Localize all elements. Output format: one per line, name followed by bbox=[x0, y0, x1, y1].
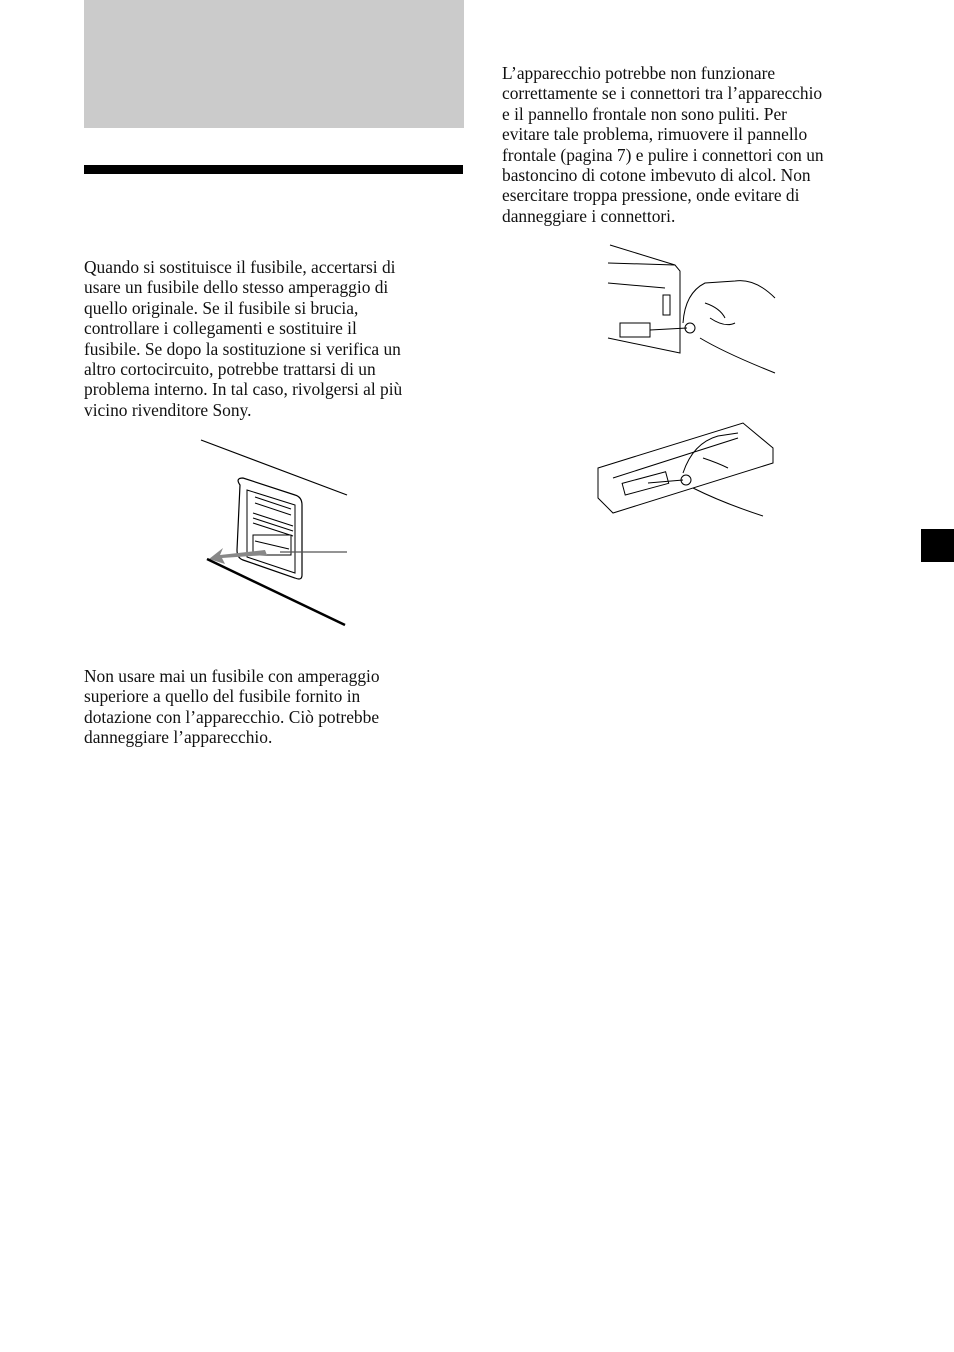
text-line: altro cortocircuito, potrebbe trattarsi di un bbox=[84, 358, 376, 379]
front-panel-connector-cleaning-illustration bbox=[593, 418, 788, 520]
text-line: e il pannello frontale non sono puliti. Per bbox=[502, 103, 787, 124]
text-line: vicino rivenditore Sony. bbox=[84, 399, 252, 420]
text-line: L’apparecchio potrebbe non funzionare bbox=[502, 63, 776, 83]
text-line: usare un fusibile dello stesso amperaggio di bbox=[84, 277, 389, 298]
text-line: superiore a quello del fusibile fornito in bbox=[84, 686, 361, 707]
heading-rule bbox=[84, 165, 463, 174]
text-line: problema interno. In tal caso, rivolgersi al più bbox=[84, 379, 403, 400]
text-line: fusibile. Se dopo la sostituzione si verifica un bbox=[84, 338, 401, 359]
connector-cleaning-paragraph bbox=[502, 63, 824, 226]
fuse-replacement-paragraph bbox=[84, 257, 402, 420]
section-thumb-tab bbox=[921, 529, 954, 562]
text-line: danneggiare i connettori. bbox=[502, 205, 676, 226]
text-line: controllare i collegamenti e sostituire il bbox=[84, 318, 357, 339]
text-line: danneggiare l’apparecchio. bbox=[84, 727, 273, 748]
section-header-band bbox=[84, 0, 464, 128]
text-line: quello originale. Se il fusibile si brucia, bbox=[84, 297, 359, 318]
text-line: bastoncino di cotone imbevuto di alcol. Non bbox=[502, 164, 811, 185]
unit-connector-cleaning-illustration bbox=[605, 243, 780, 378]
text-line: Non usare mai un fusibile con amperaggio bbox=[84, 666, 380, 686]
text-line: esercitare troppa pressione, onde evitare di bbox=[502, 185, 800, 206]
fuse-warning-paragraph bbox=[84, 666, 380, 748]
text-line: Quando si sostituisce il fusibile, accertarsi di bbox=[84, 257, 396, 277]
fuse-illustration bbox=[195, 435, 355, 630]
text-line: dotazione con l’apparecchio. Ciò potrebbe bbox=[84, 706, 380, 727]
text-line: correttamente se i connettori tra l’apparecchio bbox=[502, 83, 823, 104]
text-line: evitare tale problema, rimuovere il pannello bbox=[502, 124, 808, 145]
text-line: frontale (pagina 7) e pulire i connettori con un bbox=[502, 144, 824, 165]
